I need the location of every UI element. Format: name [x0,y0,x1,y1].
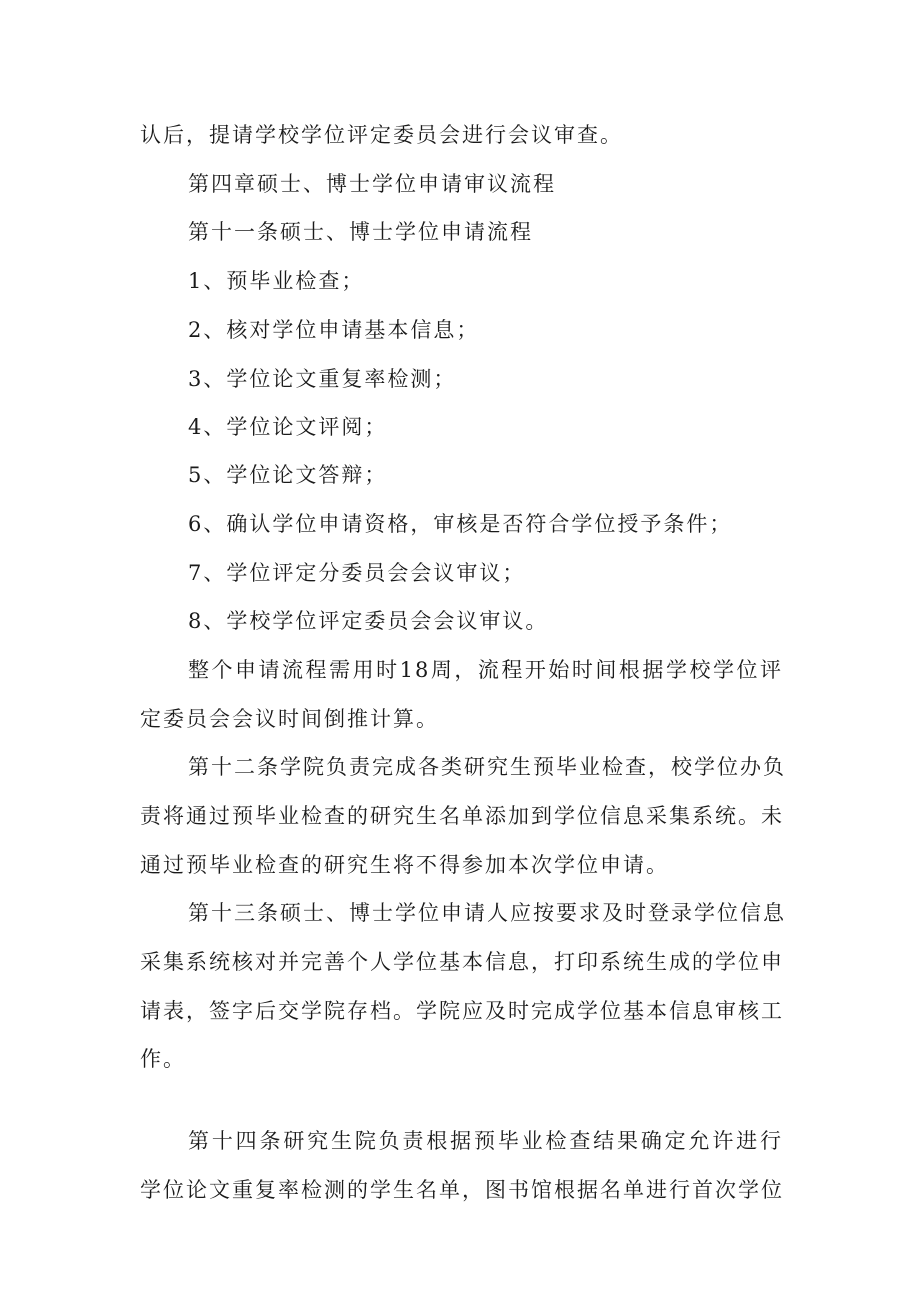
chapter-heading: 第四章硕士、博士学位申请审议流程 [188,172,556,196]
paragraph-line: 采集系统核对并完善个人学位基本信息，打印系统生成的学位申 [140,950,784,974]
list-item: 7、学位评定分委员会会议审议； [188,561,526,585]
paragraph-line: 通过预毕业检查的研究生将不得参加本次学位申请。 [140,853,669,877]
paragraph-line: 学位论文重复率检测的学生名单，图书馆根据名单进行首次学位 [140,1178,784,1202]
paragraph-line: 责将通过预毕业检查的研究生名单添加到学位信息采集系统。未 [140,804,784,828]
paragraph-line: 第十四条研究生院负责根据预毕业检查结果确定允许进行 [188,1129,783,1153]
paragraph-line: 作。 [140,1047,186,1071]
text-line: 认后，提请学校学位评定委员会进行会议审查。 [140,123,623,147]
list-item: 8、学校学位评定委员会会议审议。 [188,609,549,633]
paragraph-line: 请表，签字后交学院存档。学院应及时完成学位基本信息审核工 [140,999,784,1023]
list-item: 1、预毕业检查； [188,269,365,293]
paragraph-line: 第十三条硕士、博士学位申请人应按要求及时登录学位信息 [188,901,786,925]
paragraph-line: 整个申请流程需用时18周，流程开始时间根据学校学位评 [188,658,783,682]
list-item: 3、学位论文重复率检测； [188,367,457,391]
article-heading: 第十一条硕士、博士学位申请流程 [188,220,533,244]
paragraph-line: 定委员会会议时间倒推计算。 [140,707,439,731]
paragraph-line: 第十二条学院负责完成各类研究生预毕业检查，校学位办负 [188,755,786,779]
list-item: 4、学位论文评阅； [188,415,388,439]
list-item: 5、学位论文答辩； [188,463,388,487]
list-item: 2、核对学位申请基本信息； [188,318,480,342]
list-item: 6、确认学位申请资格，审核是否符合学位授予条件； [188,512,733,536]
